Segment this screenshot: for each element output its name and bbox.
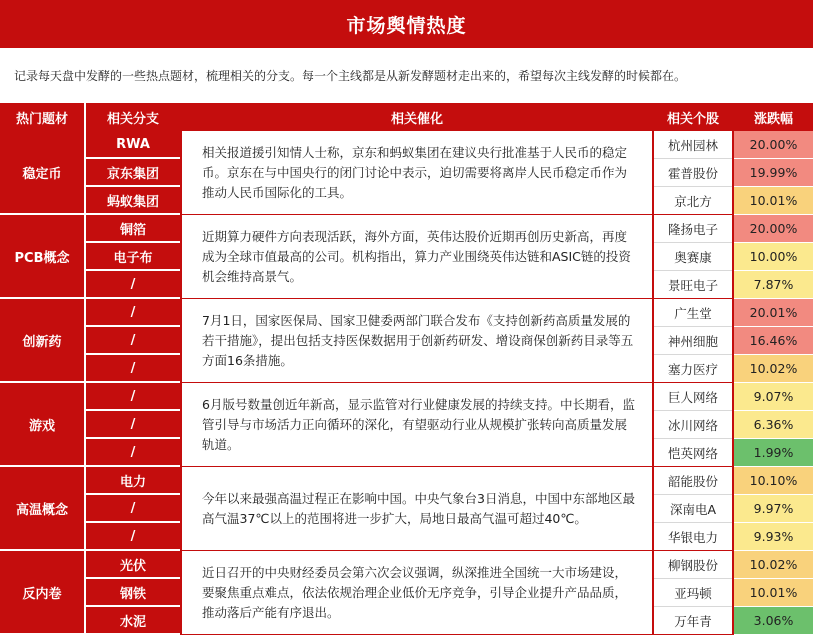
catalyst-text: 相关报道援引知情人士称，京东和蚂蚁集团在建议央行批准基于人民币的稳定币。京东在与中国央行的闭门讨论中表示，迫切需要将离岸人民币稳定币作为推动人民币国际化的工具。 (182, 131, 652, 215)
change-value: 19.99% (734, 159, 813, 187)
change-value: 7.87% (734, 271, 813, 299)
topic-label: 创新药 (0, 299, 84, 383)
change-value: 10.01% (734, 579, 813, 607)
branch-label: / (84, 299, 180, 327)
stock-name: 广生堂 (654, 299, 732, 327)
stock-name: 韶能股份 (654, 467, 732, 495)
branch-label: 蚂蚁集团 (84, 187, 180, 215)
stock-name: 塞力医疗 (654, 355, 732, 383)
header-change: 涨跌幅 (734, 103, 813, 131)
stock-name: 柳钢股份 (654, 551, 732, 579)
change-value: 3.06% (734, 607, 813, 635)
catalyst-text: 今年以来最强高温过程正在影响中国。中央气象台3日消息，中国中东部地区最高气温37℃以上的范围将进一步扩大，局地日最高气温可超过40℃。 (182, 467, 652, 551)
stock-name: 神州细胞 (654, 327, 732, 355)
stock-name: 冰川网络 (654, 411, 732, 439)
branch-label: / (84, 439, 180, 467)
branch-label: 铜箔 (84, 215, 180, 243)
branch-label: 电力 (84, 467, 180, 495)
change-value: 10.00% (734, 243, 813, 271)
branch-label: / (84, 523, 180, 551)
stock-name: 巨人网络 (654, 383, 732, 411)
change-value: 10.02% (734, 355, 813, 383)
change-value: 9.07% (734, 383, 813, 411)
stock-name: 奥赛康 (654, 243, 732, 271)
catalyst-text: 6月版号数量创近年新高，显示监管对行业健康发展的持续支持。中长期看，监管引导与市场活力正向循环的深化，有望驱动行业从规模扩张转向高质量发展轨道。 (182, 383, 652, 467)
header-stocks: 相关个股 (654, 103, 732, 131)
header-catalyst: 相关催化 (182, 103, 652, 131)
branch-label: 京东集团 (84, 159, 180, 187)
stock-name: 杭州园林 (654, 131, 732, 159)
stock-name: 恺英网络 (654, 439, 732, 467)
change-value: 16.46% (734, 327, 813, 355)
branch-label: 钢铁 (84, 579, 180, 607)
change-value: 6.36% (734, 411, 813, 439)
change-value: 10.01% (734, 187, 813, 215)
catalyst-text: 7月1日，国家医保局、国家卫健委两部门联合发布《支持创新药高质量发展的若干措施》，提出包括支持医保数据用于创新药研发、增设商保创新药目录等五方面16条措施。 (182, 299, 652, 383)
stock-name: 亚玛顿 (654, 579, 732, 607)
page-title: 市场舆情热度 (0, 0, 813, 48)
stock-name: 霍普股份 (654, 159, 732, 187)
catalyst-text: 近日召开的中央财经委员会第六次会议强调，纵深推进全国统一大市场建设，要聚焦重点难点，依法依规治理企业低价无序竞争，引导企业提升产品品质，推动落后产能有序退出。 (182, 551, 652, 635)
change-value: 10.02% (734, 551, 813, 579)
change-value: 20.00% (734, 215, 813, 243)
branch-label: RWA (84, 131, 180, 159)
branch-label: / (84, 271, 180, 299)
header-branches: 相关分支 (84, 103, 180, 131)
topic-label: 稳定币 (0, 131, 84, 215)
branch-label: 水泥 (84, 607, 180, 635)
change-value: 20.00% (734, 131, 813, 159)
change-value: 20.01% (734, 299, 813, 327)
topic-label: 反内卷 (0, 551, 84, 635)
intro-text: 记录每天盘中发酵的一些热点题材，梳理相关的分支。每一个主线都是从新发酵题材走出来的，希望每次主线发酵的时候都在。 (14, 69, 687, 83)
branch-label: / (84, 411, 180, 439)
header-topic: 热门题材 (0, 103, 84, 131)
change-value: 10.10% (734, 467, 813, 495)
branch-label: 光伏 (84, 551, 180, 579)
stock-name: 京北方 (654, 187, 732, 215)
topic-label: PCB概念 (0, 215, 84, 299)
change-value: 9.97% (734, 495, 813, 523)
topic-label: 高温概念 (0, 467, 84, 551)
stock-name: 万年青 (654, 607, 732, 635)
branch-label: / (84, 355, 180, 383)
branch-label: / (84, 495, 180, 523)
branch-label: 电子布 (84, 243, 180, 271)
change-value: 1.99% (734, 439, 813, 467)
catalyst-text: 近期算力硬件方向表现活跃，海外方面，英伟达股价近期再创历史新高，再度成为全球市值最高的公司。机构指出，算力产业围绕英伟达链和ASIC链的投资机会维持高景气。 (182, 215, 652, 299)
branch-label: / (84, 327, 180, 355)
change-value: 9.93% (734, 523, 813, 551)
stock-name: 深南电A (654, 495, 732, 523)
stock-name: 隆扬电子 (654, 215, 732, 243)
heat-table (0, 103, 813, 635)
branch-label: / (84, 383, 180, 411)
stock-name: 华银电力 (654, 523, 732, 551)
stock-name: 景旺电子 (654, 271, 732, 299)
topic-label: 游戏 (0, 383, 84, 467)
